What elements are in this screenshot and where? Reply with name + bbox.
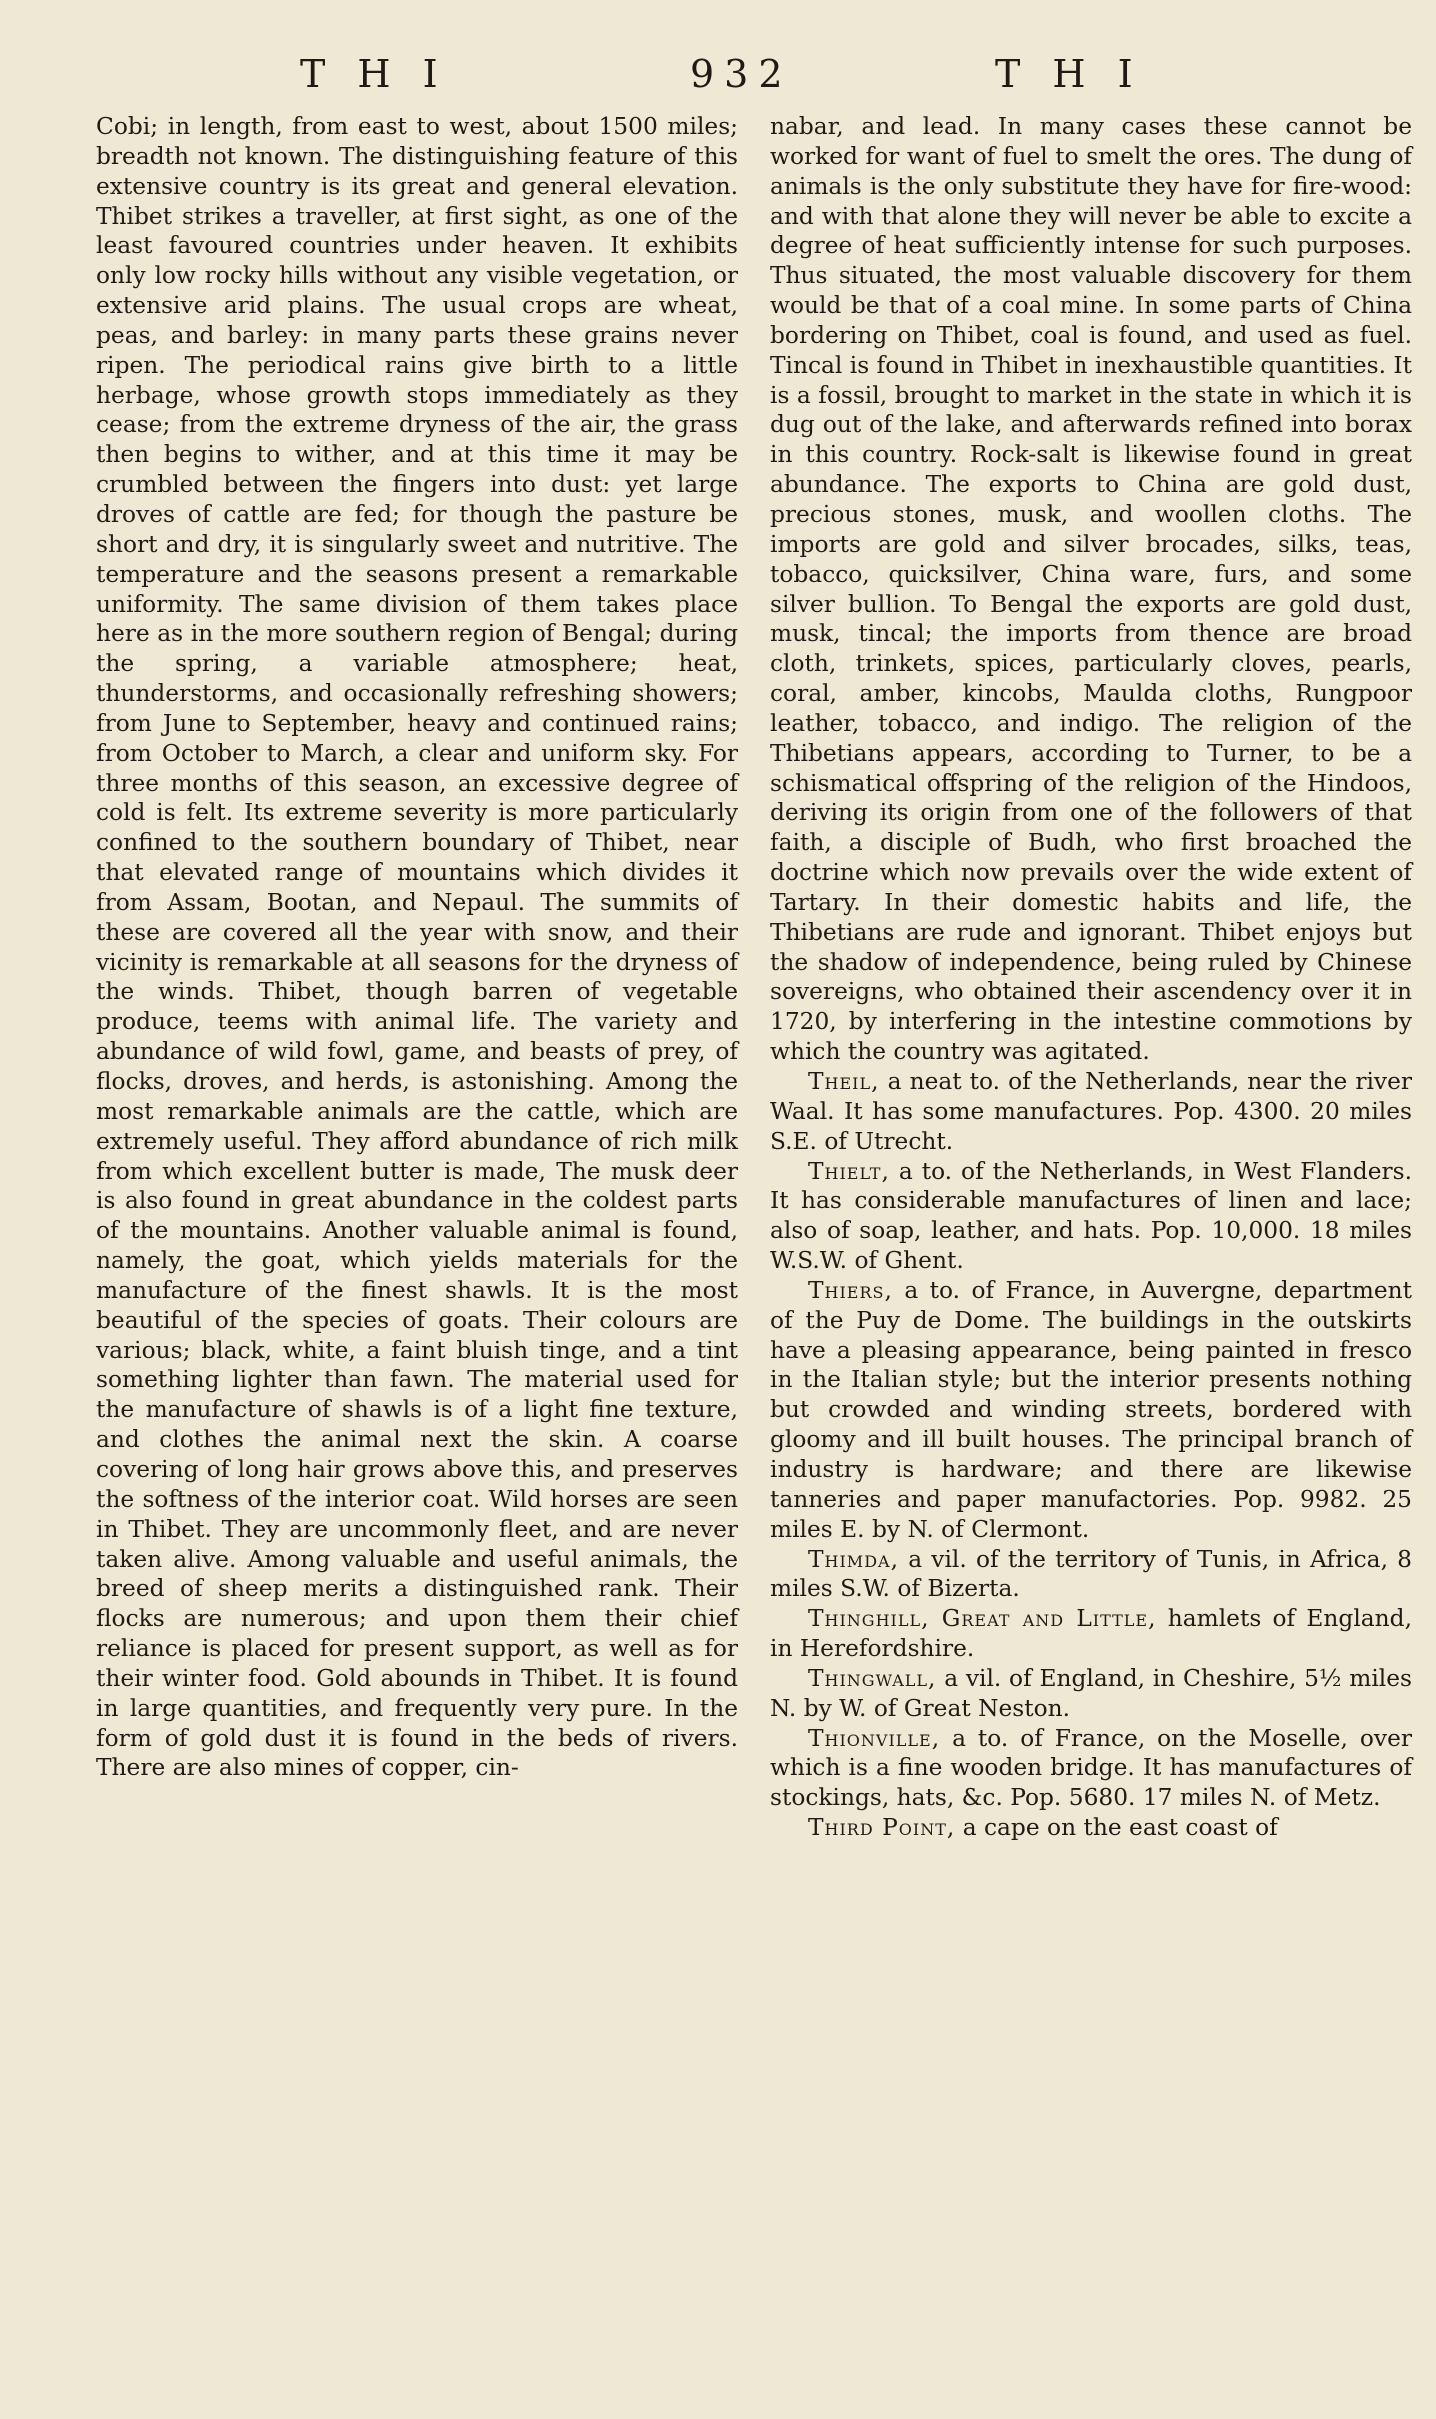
entry-text: a vil. of the territory of Tunis, in Africa, 8 miles S.W. of Bizerta. — [770, 1545, 1413, 1603]
running-header — [0, 52, 1436, 102]
headword: Thinghill, Great and Little, — [808, 1605, 1157, 1633]
headword: Thionville, — [808, 1724, 941, 1752]
page-number: 932 — [690, 52, 793, 96]
header-left-guideword: T H I — [300, 52, 448, 96]
headword: Thielt, — [808, 1157, 890, 1185]
headword: Third Point, — [808, 1814, 956, 1842]
entry-thingwall — [770, 1664, 1412, 1724]
right-column — [770, 112, 1412, 1843]
thibet-entry-continued: Cobi; in length, from east to west, about 1500 miles; breadth not known. The distinguishing feature of this extensive country is its great and general elevation. Thibet strikes a traveller, at first sight, as one of the least favoured countries under heaven. It exhibits only low rocky hills without any visible vegetation, or extensive arid plains. The usual crops are wheat, peas, and barley: in many parts these grains never ripen. The periodical rains give birth to a little herbage, whose growth stops immediately as they cease; from the extreme dryness of the air, the grass then begins to wither, and at this time it may be crumbled between the fingers into dust: yet large droves of cattle are fed; for though the pasture be short and dry, it is singularly sweet and nutritive. The temperature and the seasons present a remarkable uniformity. The same division of them takes place here as in the more southern region of Bengal; during the spring, a variable atmosphere; heat, thunderstorms, and occasionally refreshing showers; from June to September, heavy and continued rains; from October to March, a clear and uniform sky. For three months of this season, an excessive degree of cold is felt. Its extreme severity is more particularly confined to the southern boundary of Thibet, near that elevated range of mountains which divides it from Assam, Bootan, and Nepaul. The summits of these are covered all the year with snow, and their vicinity is remarkable at all seasons for the dryness of the winds. Thibet, though barren of vegetable produce, teems with animal life. The variety and abundance of wild fowl, game, and beasts of prey, of flocks, droves, and herds, is astonishing. Among the most remarkable animals are the cattle, which are extremely useful. They afford abundance of rich milk from which excellent butter is made, The musk deer is also found in great abundance in the coldest parts of the mountains. Another valuable animal is found, namely, the goat, which yields materials for the manufacture of the finest shawls. It is the most beautiful of the species of goats. Their colours are various; black, white, a faint bluish tinge, and a tint something lighter than fawn. The material used for the manufacture of shawls is of a light fine texture, and clothes the animal next the skin. A coarse covering of long hair grows above this, and preserves the softness of the interior coat. Wild horses are seen in Thibet. They are uncommonly fleet, and are never taken alive. Among valuable and useful animals, the breed of sheep merits a distinguished rank. Their flocks are numerous; and upon them their chief reliance is placed for present support, as well as for their winter food. Gold abounds in Thibet. It is found in large quantities, and frequently very pure. In the form of gold dust it is found in the beds of rivers. There are also mines of copper, cin- — [96, 113, 738, 1782]
entry-text: a vil. of England, in Cheshire, 5½ miles N. by W. of Great Neston. — [770, 1664, 1412, 1722]
entry-text: hamlets of England, in Herefordshire. — [770, 1605, 1413, 1663]
thibet-entry-continuation: nabar, and lead. In many cases these cannot be worked for want of fuel to smelt the ores. The dung of animals is the only substitute they have for fire-wood: and with that alone they will never be able to excite a degree of heat sufficiently intense for such purposes. Thus situated, the most valuable discovery for them would be that of a coal mine. In some parts of China bordering on Thibet, coal is found, and used as fuel. Tincal is found in Thibet in inexhaustible quantities. It is a fossil, brought to market in the state in which it is dug out of the lake, and afterwards refined into borax in this country. Rock-salt is likewise found in great abundance. The exports to China are gold dust, precious stones, musk, and woollen cloths. The imports are gold and silver brocades, silks, teas, tobacco, quicksilver, China ware, furs, and some silver bullion. To Bengal the exports are gold dust, musk, tincal; the imports from thence are broad cloth, trinkets, spices, particularly cloves, pearls, coral, amber, kincobs, Maulda cloths, Rungpoor leather, tobacco, and indigo. The religion of the Thibetians appears, according to Turner, to be a schismatical offspring of the religion of the Hindoos, deriving its origin from one of the followers of that faith, a disciple of Budh, who first broached the doctrine which now prevails over the wide extent of Tartary. In their domestic habits and life, the Thibetians are rude and ignorant. Thibet enjoys but the shadow of independence, being ruled by Chinese sovereigns, who obtained their ascendency over it in 1720, by interfering in the intestine commotions by which the country was agitated. — [770, 113, 1412, 1066]
headword: Theil, — [808, 1068, 880, 1095]
entry-text: a cape on the east coast of — [962, 1814, 1278, 1842]
left-column — [96, 112, 738, 1783]
entry-text: a to. of the Netherlands, in West Flanders. It has considerable manufactures of linen and lace; also of soap, leather, and hats. Pop. 10,000. 18 miles W.S.W. of Ghent. — [770, 1157, 1413, 1275]
entry-thinghill — [770, 1604, 1412, 1664]
headword: Thingwall, — [808, 1664, 937, 1692]
entry-theil — [770, 1067, 1412, 1157]
entry-text: a to. of France, in Auvergne, department of the Puy de Dome. The buildings in the outskirts have a pleasing appearance, being painted in fresco in the Italian style; but the interior presents nothing but crowded and winding streets, bordered with gloomy and ill built houses. The principal branch of industry is hardware; and there are likewise tanneries and paper manufactories. Pop. 9982. 25 miles E. by N. of Clermont. — [770, 1276, 1413, 1543]
entry-thielt — [770, 1157, 1412, 1276]
entry-third-point — [770, 1813, 1412, 1843]
entry-text: a to. of France, on the Moselle, over which is a fine wooden bridge. It has manufactures of stockings, hats, &c. Pop. 5680. 17 miles N. of Metz. — [770, 1724, 1412, 1812]
headword: Thimda, — [808, 1545, 899, 1573]
entry-thiers — [770, 1276, 1412, 1545]
headword: Thiers, — [808, 1276, 893, 1304]
header-right-guideword: T H I — [995, 52, 1143, 96]
entry-thionville — [770, 1724, 1412, 1814]
entry-thimda — [770, 1545, 1412, 1605]
entry-text: a neat to. of the Netherlands, near the river Waal. It has some manufactures. Pop. 4300. 20 miles S.E. of Utrecht. — [770, 1068, 1412, 1155]
